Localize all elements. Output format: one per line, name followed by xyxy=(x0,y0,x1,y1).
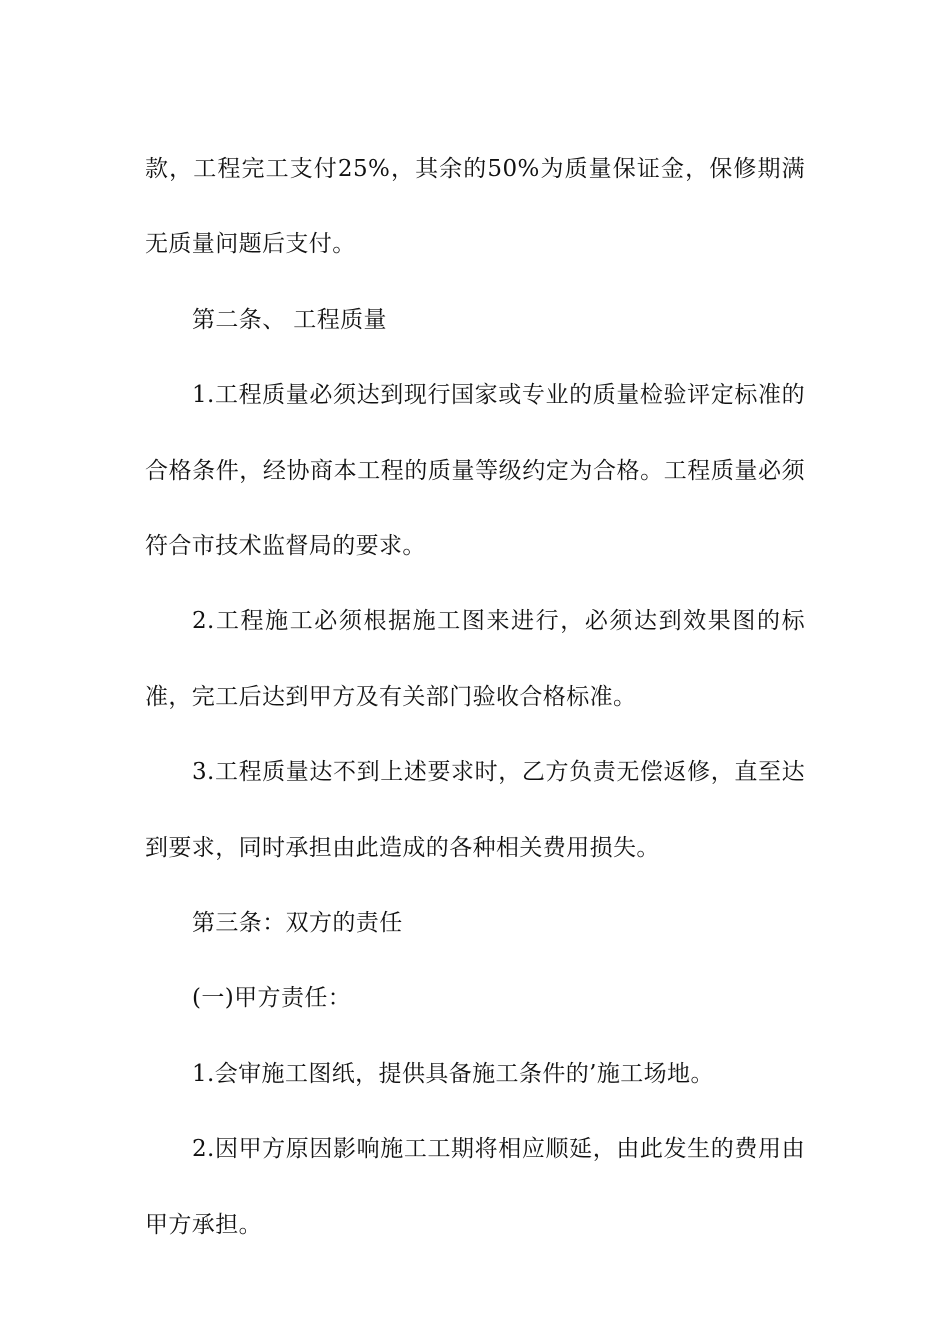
paragraph-rework-liability: 3.工程质量达不到上述要求时，乙方负责无偿返修，直至达到要求，同时承担由此造成的各种相关费用损失。 xyxy=(145,759,805,861)
heading-party-a-duties: (一)甲方责任： xyxy=(192,985,352,1012)
paragraph-construction-drawings: 2.工程施工必须根据施工图来进行，必须达到效果图的标准，完工后达到甲方及有关部门验收合格标准。 xyxy=(145,608,805,710)
heading-article-two: 第二条、 工程质量 xyxy=(192,306,387,333)
paragraph-quality-standard: 1.工程质量必须达到现行国家或专业的质量检验评定标准的合格条件，经协商本工程的质量等级约定为合格。工程质量必须符合市技术监督局的要求。 xyxy=(145,382,805,560)
heading-article-three: 第三条：双方的责任 xyxy=(192,910,403,937)
paragraph-party-a-duty-1: 1.会审施工图纸，提供具备施工条件的’施工场地。 xyxy=(192,1060,714,1087)
document-body xyxy=(145,132,805,1263)
paragraph-payment-terms: 款，工程完工支付25%，其余的50%为质量保证金，保修期满无质量问题后支付。 xyxy=(145,156,805,258)
paragraph-party-a-duty-2: 2.因甲方原因影响施工工期将相应顺延，由此发生的费用由甲方承担。 xyxy=(145,1136,805,1238)
